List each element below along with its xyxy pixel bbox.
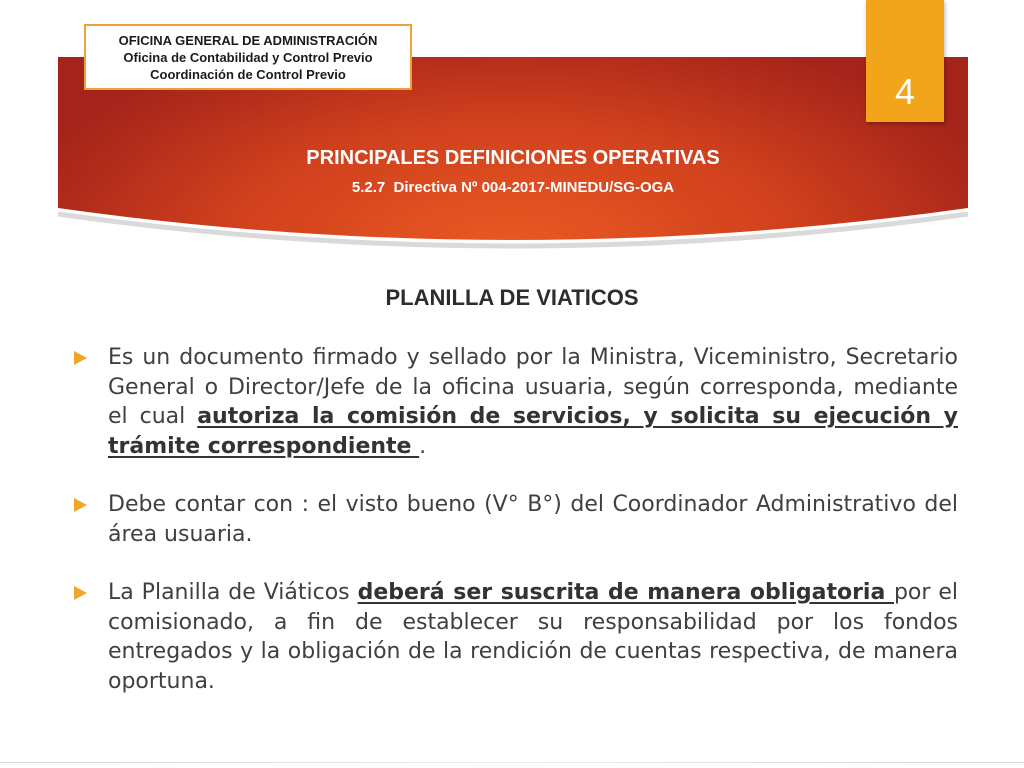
triangle-right-icon <box>74 498 87 512</box>
org-line-3: Coordinación de Control Previo <box>150 67 346 82</box>
bullet-text: por el comisionado, a fin de establecer su responsabilidad por los fondos entregados y la obligación de la rendición de cuentas respectiva, de manera oportuna. <box>108 580 959 694</box>
bullet-text: Es un documento firmado y sellado por la Ministra, Viceministro, Secretario General o Director/Jefe de la oficina usuaria, según corresponda, mediante el cual <box>108 345 958 429</box>
section-heading: PLANILLA DE VIATICOS <box>385 285 639 310</box>
bottom-divider <box>0 762 1024 763</box>
bullet-list <box>72 343 958 725</box>
bullet-item <box>72 343 958 461</box>
bullet-emphasis: deberá ser suscrita de manera obligatoria <box>357 580 894 605</box>
bullet-text: Debe contar con : el visto bueno (V° B°) del Coordinador Administrativo del área usuaria. <box>108 492 958 547</box>
organization-box <box>84 24 412 90</box>
slide-title: PRINCIPALES DEFINICIONES OPERATIVAS <box>306 147 720 169</box>
bullet-text: . <box>419 433 427 459</box>
page-number-box <box>866 0 944 122</box>
page-number: 4 <box>894 71 916 112</box>
triangle-right-icon <box>74 351 87 365</box>
slide-subtitle: 5.2.7 Directiva Nº 004-2017-MINEDU/SG-OGA <box>351 179 675 196</box>
bullet-text: La Planilla de Viáticos <box>108 580 358 605</box>
bullet-emphasis: autoriza la comisión de servicios, y solicita su ejecución y trámite correspondiente <box>108 404 958 459</box>
triangle-right-icon <box>74 586 87 600</box>
org-line-2: Oficina de Contabilidad y Control Previo <box>123 50 373 65</box>
bullet-item <box>72 578 958 696</box>
bullet-item <box>72 490 958 549</box>
org-line-1: OFICINA GENERAL DE ADMINISTRACIÓN <box>118 33 378 48</box>
